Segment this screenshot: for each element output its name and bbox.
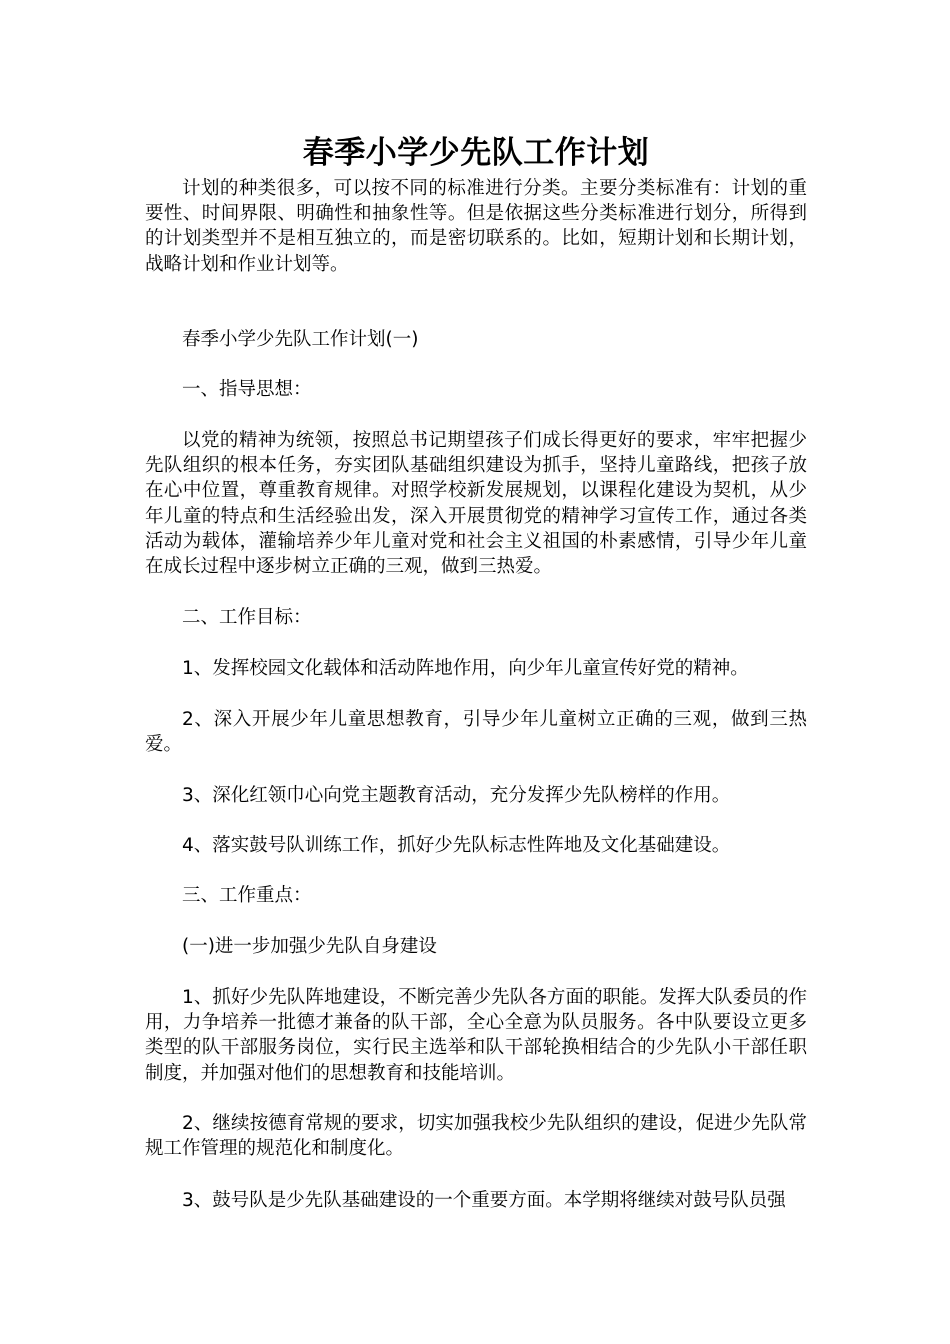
goal-item-1: 1、发挥校园文化载体和活动阵地作用，向少年儿童宣传好党的精神。	[182, 658, 749, 679]
section-heading-work-focus: 三、工作重点：	[182, 885, 312, 906]
focus-item-2: 2、继续按德育常规的要求，切实加强我校少先队组织的建设，促进少先队常规工作管理的规范化和制度化。	[145, 1113, 807, 1160]
section-heading-guiding-ideology: 一、指导思想：	[182, 379, 312, 400]
goal-item-4: 4、落实鼓号队训练工作，抓好少先队标志性阵地及文化基础建设。	[182, 835, 731, 856]
focus-item-1: 1、抓好少先队阵地建设，不断完善少先队各方面的职能。发挥大队委员的作用，力争培养一批德才兼备的队干部，全心全意为队员服务。各中队要设立更多类型的队干部服务岗位，实行民主选举和队干部轮换相结合的少先队小干部任职制度，并加强对他们的思想教育和技能培训。	[145, 987, 807, 1084]
guiding-ideology-paragraph: 以党的精神为统领，按照总书记期望孩子们成长得更好的要求，牢牢把握少先队组织的根本任务，夯实团队基础组织建设为抓手，坚持儿童路线，把孩子放在心中位置，尊重教育规律。对照学校新发展规划，以课程化建设为契机，从少年儿童的特点和生活经验出发，深入开展贯彻党的精神学习宣传工作，通过各类活动为载体，灌输培养少年儿童对党和社会主义祖国的朴素感情，引导少年儿童在成长过程中逐步树立正确的三观，做到三热爱。	[145, 430, 807, 578]
section-heading-work-goals: 二、工作目标：	[182, 607, 312, 628]
intro-paragraph: 计划的种类很多，可以按不同的标准进行分类。主要分类标准有：计划的重要性、时间界限、明确性和抽象性等。但是依据这些分类标准进行划分，所得到的计划类型并不是相互独立的，而是密切联系的。比如，短期计划和长期计划，战略计划和作业计划等。	[145, 178, 807, 275]
subsection-heading-self-building: (一)进一步加强少先队自身建设	[182, 936, 437, 957]
goal-item-2: 2、深入开展少年儿童思想教育，引导少年儿童树立正确的三观，做到三热爱。	[145, 709, 807, 756]
document-title: 春季小学少先队工作计划	[302, 135, 650, 171]
focus-item-3: 3、鼓号队是少先队基础建设的一个重要方面。本学期将继续对鼓号队员强	[182, 1190, 786, 1211]
section-heading-plan-one: 春季小学少先队工作计划(一)	[182, 329, 419, 350]
goal-item-3: 3、深化红领巾心向党主题教育活动，充分发挥少先队榜样的作用。	[182, 785, 731, 806]
